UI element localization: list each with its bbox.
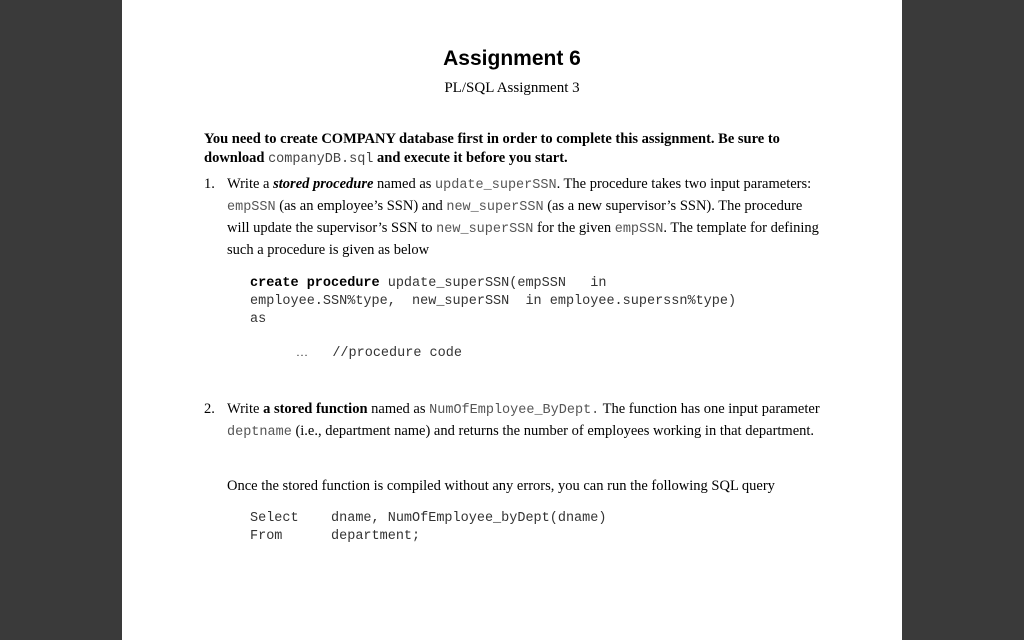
procedure-code-placeholder bbox=[296, 343, 462, 363]
q1-code-empssn-2: empSSN bbox=[614, 222, 664, 237]
code-line-3: as bbox=[250, 312, 267, 327]
q2-text-5: (i.e., department name) and returns the number of employees working in that department. bbox=[291, 423, 815, 439]
sql-from-keyword: From bbox=[250, 529, 283, 544]
question-1-text bbox=[227, 174, 824, 261]
q1-code-newsuperssn: new_superSSN bbox=[446, 200, 544, 215]
q2-text-1: Write bbox=[227, 401, 264, 417]
q1-text-1: Write a bbox=[227, 176, 274, 192]
q2-text-4: The function has one input parameter bbox=[599, 401, 820, 417]
sql-select-columns: dname, NumOfEmployee_byDept(dname) bbox=[331, 511, 607, 526]
document-page bbox=[122, 0, 902, 640]
q1-code-empssn: empSSN bbox=[227, 200, 276, 215]
q1-text-7: for the given bbox=[533, 220, 615, 236]
code-comment: //procedure code bbox=[332, 346, 462, 361]
q2-code-funcname: NumOfEmployee_ByDept. bbox=[429, 403, 600, 418]
q1-code-procname: update_superSSN bbox=[435, 178, 557, 193]
q2-text-3: named as bbox=[367, 401, 430, 417]
intro-text-b: and execute it before you start. bbox=[373, 150, 568, 166]
q1-text-6: (as a new supervisor’s SSN). The procedure will update the supervisor’s SSN to bbox=[227, 198, 803, 236]
sql-select-keyword: Select bbox=[250, 511, 299, 526]
procedure-template-code bbox=[250, 275, 736, 329]
code-line-2: employee.SSN%type, new_superSSN in employee.superssn%type) bbox=[250, 294, 737, 309]
question-2 bbox=[204, 399, 824, 443]
q1-text-8: . The template for defining such a procedure is given as below bbox=[227, 220, 819, 258]
q1-text-3: named as bbox=[373, 176, 436, 192]
question-2-number: 2. bbox=[204, 401, 215, 417]
q1-stored-procedure-emphasis: stored procedure bbox=[273, 176, 374, 192]
document-title: Assignment 6 bbox=[443, 47, 581, 70]
code-keyword-create-procedure: create procedure bbox=[250, 276, 380, 291]
question-1-number: 1. bbox=[204, 176, 215, 192]
q2-stored-function-emphasis: a stored function bbox=[263, 401, 368, 417]
sql-from-table: department; bbox=[331, 529, 421, 544]
q1-code-newsuperssn-2: new_superSSN bbox=[436, 222, 534, 237]
code-line-1: update_superSSN(empSSN in bbox=[379, 276, 607, 291]
q1-text-4: . The procedure takes two input parameters: bbox=[556, 176, 812, 192]
code-ellipsis: … bbox=[296, 345, 308, 359]
question-2-text bbox=[227, 399, 824, 443]
q1-text-5: (as an employee’s SSN) and bbox=[275, 198, 447, 214]
question-1 bbox=[204, 174, 824, 261]
intro-filename: companyDB.sql bbox=[268, 152, 374, 167]
sql-query-code bbox=[250, 510, 606, 546]
intro-text-a: You need to create COMPANY database first in order to complete this assignment. Be sure to download bbox=[204, 131, 780, 166]
intro-paragraph bbox=[204, 130, 814, 169]
document-subtitle: PL/SQL Assignment 3 bbox=[444, 80, 580, 96]
query-intro-paragraph: Once the stored function is compiled without any errors, you can run the following SQL query bbox=[227, 478, 775, 494]
q2-code-deptname: deptname bbox=[227, 425, 292, 440]
